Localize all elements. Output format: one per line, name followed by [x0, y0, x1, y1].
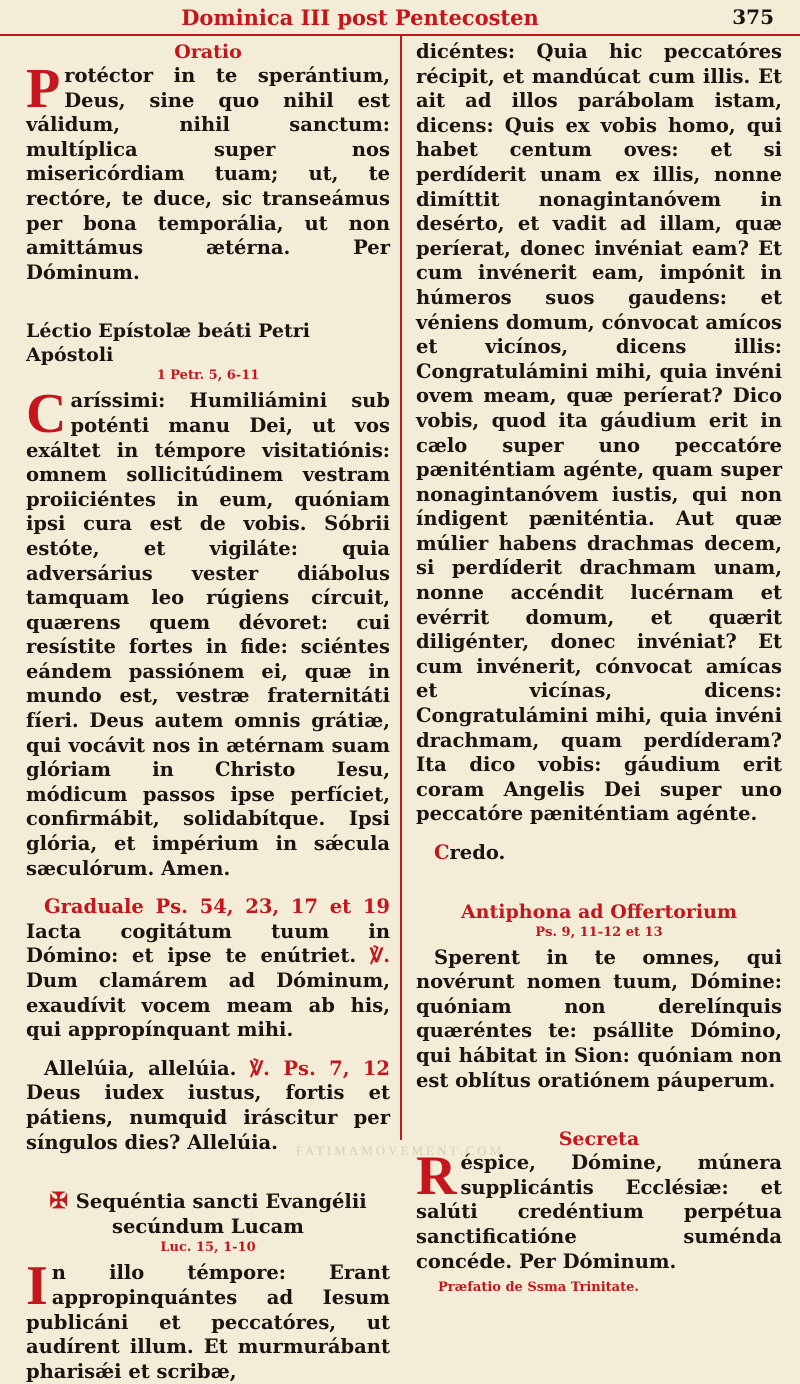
evangelium-heading: [26, 1189, 390, 1239]
oratio-body: rotéctor in te sperántium, Deus, sine quo nihil est válidum, nihil sanctum: multíplica super nos misericórdiam tuam; ut, te rectóre, te duce, sic transeámus per bona temporália, ut non amittámus ætérna. Per Dóminum.: [26, 64, 390, 284]
left-column: [26, 40, 390, 1384]
oratio-text: [26, 58, 390, 285]
graduale: [26, 895, 390, 1043]
oratio-drop-cap: P: [26, 58, 61, 120]
secreta-title: Secreta: [558, 1128, 640, 1151]
lectio-reference: 1 Petr. 5, 6-11: [156, 368, 260, 384]
praefatio-note: Præfatio de Ssma Trinitate.: [438, 1280, 639, 1296]
secreta-body: éspice, Dómine, múnera supplicántis Ecclésiæ: et salúti credéntium perpétua sanctificatióne suménda concéde. Per Dóminum.: [416, 1151, 782, 1273]
page-title: Dominica III post Pentecosten: [181, 5, 539, 30]
page-number: 375: [732, 5, 774, 29]
evangelium-continued: dicéntes: Quia hic peccatóres récipit, et mandúcat cum illis. Et ait ad illos parábolam istam, dicens: Quis ex vobis homo, qui habet centum oves: et si perdíderit unam ex illis, nonne dimíttit nonagintanóvem in desérto, et vadit ad illam, quæ períerat, donec invéniat eam? Et cum invénerit eam, impónit in húmeros suos gaudens: et véniens domum, cónvocat amícos et vicínos, dicens illis: Congratulámini mihi, quia invéni ovem meam, quæ períerat? Dico vobis, quod ita gáudium erit in cælo super uno peccatóre pæniténtiam agénte, quam super nonagintanóvem iustis, qui non índigent pæniténtia. Aut quæ múlier habens drachmas decem, si perdíderit drachmam unam, nonne accéndit lucérnam et evérrit domum, et quærit diligénter, donec invéniat? Et cum invénerit, cónvocat amícas et vicínas, dicens: Congratulámini mihi, quia invéni drachmam, quam perdíderam? Ita dico vobis: gáudium erit coram Angelis Dei super uno peccatóre pæniténtiam agénte.: [416, 40, 782, 826]
alleluia-text-2: Deus iudex iustus, fortis et pátiens, numquid iráscitur per síngulos dies? Allelúia.: [26, 1081, 390, 1154]
lectio-drop-cap: C: [26, 383, 67, 446]
offertorium-title: Antiphona ad Offertorium: [460, 900, 738, 923]
oratio-title: Oratio: [174, 41, 242, 63]
graduale-text-1: Iacta cogitátum tuum in Dómino: et ipse te enútriet.: [26, 919, 390, 968]
lectio-body: aríssimi: Humiliámini sub poténti manu Dei, ut vos exáltet in témpore visitatiónis: omnem sollicitúdinem vestram proiiciéntes in eum, quóniam ipsi cura est de vobis. Sóbrii estóte, et vigiláte: quia adversárius vester diábolus tamquam leo rúgiens círcuit, quærens quem dévoret: cui resístite fortes in fide: sciéntes eándem passiónem ei, quæ in mundo est, vestræ fraternitáti fíeri. Deus autem omnis grátiæ, qui vocávit nos in ætérnam suam glóriam in Christo Iesu, módicum passos ipse perfíciet, confirmábit, solidabítque. Ipsi glória, et impérium in sǽcula sæculórum. Amen.: [26, 389, 390, 880]
running-header: [0, 0, 800, 36]
graduale-text-2: Dum clamárem ad Dóminum, exaudívit vocem meam ab his, qui appropínquant mihi.: [26, 969, 390, 1042]
evangelium-body: n illo témpore: Erant appropinquántes ad Iesum publicáni et peccatóres, ut audírent illum. Et murmurábant pharisǽi et scribæ,: [26, 1261, 390, 1383]
lectio-text: [26, 383, 390, 881]
secreta-drop-cap: R: [416, 1145, 457, 1208]
watermark: FATIMAMOVEMENT.COM: [295, 1143, 505, 1158]
evangelium-drop-cap: I: [26, 1255, 48, 1318]
credo-initial: C: [434, 841, 450, 864]
secreta-text: [416, 1145, 782, 1274]
graduale-label: Graduale Ps. 54, 23, 17 et 19: [44, 895, 390, 919]
lectio-title: Léctio Epístolæ beáti Petri Apóstoli: [26, 320, 310, 367]
alleluia: [26, 1057, 390, 1155]
alleluia-text-1: Allelúia, allelúia.: [44, 1056, 250, 1080]
right-column: [416, 40, 782, 1295]
credo-rest: redo.: [449, 841, 506, 864]
offertorium-reference: Ps. 9, 11-12 et 13: [535, 924, 663, 940]
evangelium-text: [26, 1255, 390, 1384]
offertorium-text: Sperent in te omnes, qui novérunt nomen tuum, Dómine: quóniam non derelínquis quæréntes te: psállite Dómino, qui hábitat in Sion: quóniam non est oblítus oratiónem páuperum.: [416, 945, 782, 1092]
alleluia-reference: ℣. Ps. 7, 12: [249, 1056, 391, 1080]
credo: [416, 841, 782, 866]
cross-icon: ✠: [49, 1188, 68, 1215]
evangelium-reference: Luc. 15, 1-10: [160, 1240, 256, 1256]
column-divider: [400, 36, 402, 1140]
versicle-symbol: ℣.: [369, 944, 390, 968]
evangelium-title: Sequéntia sancti Evangélii secúndum Lucam: [75, 1190, 367, 1238]
